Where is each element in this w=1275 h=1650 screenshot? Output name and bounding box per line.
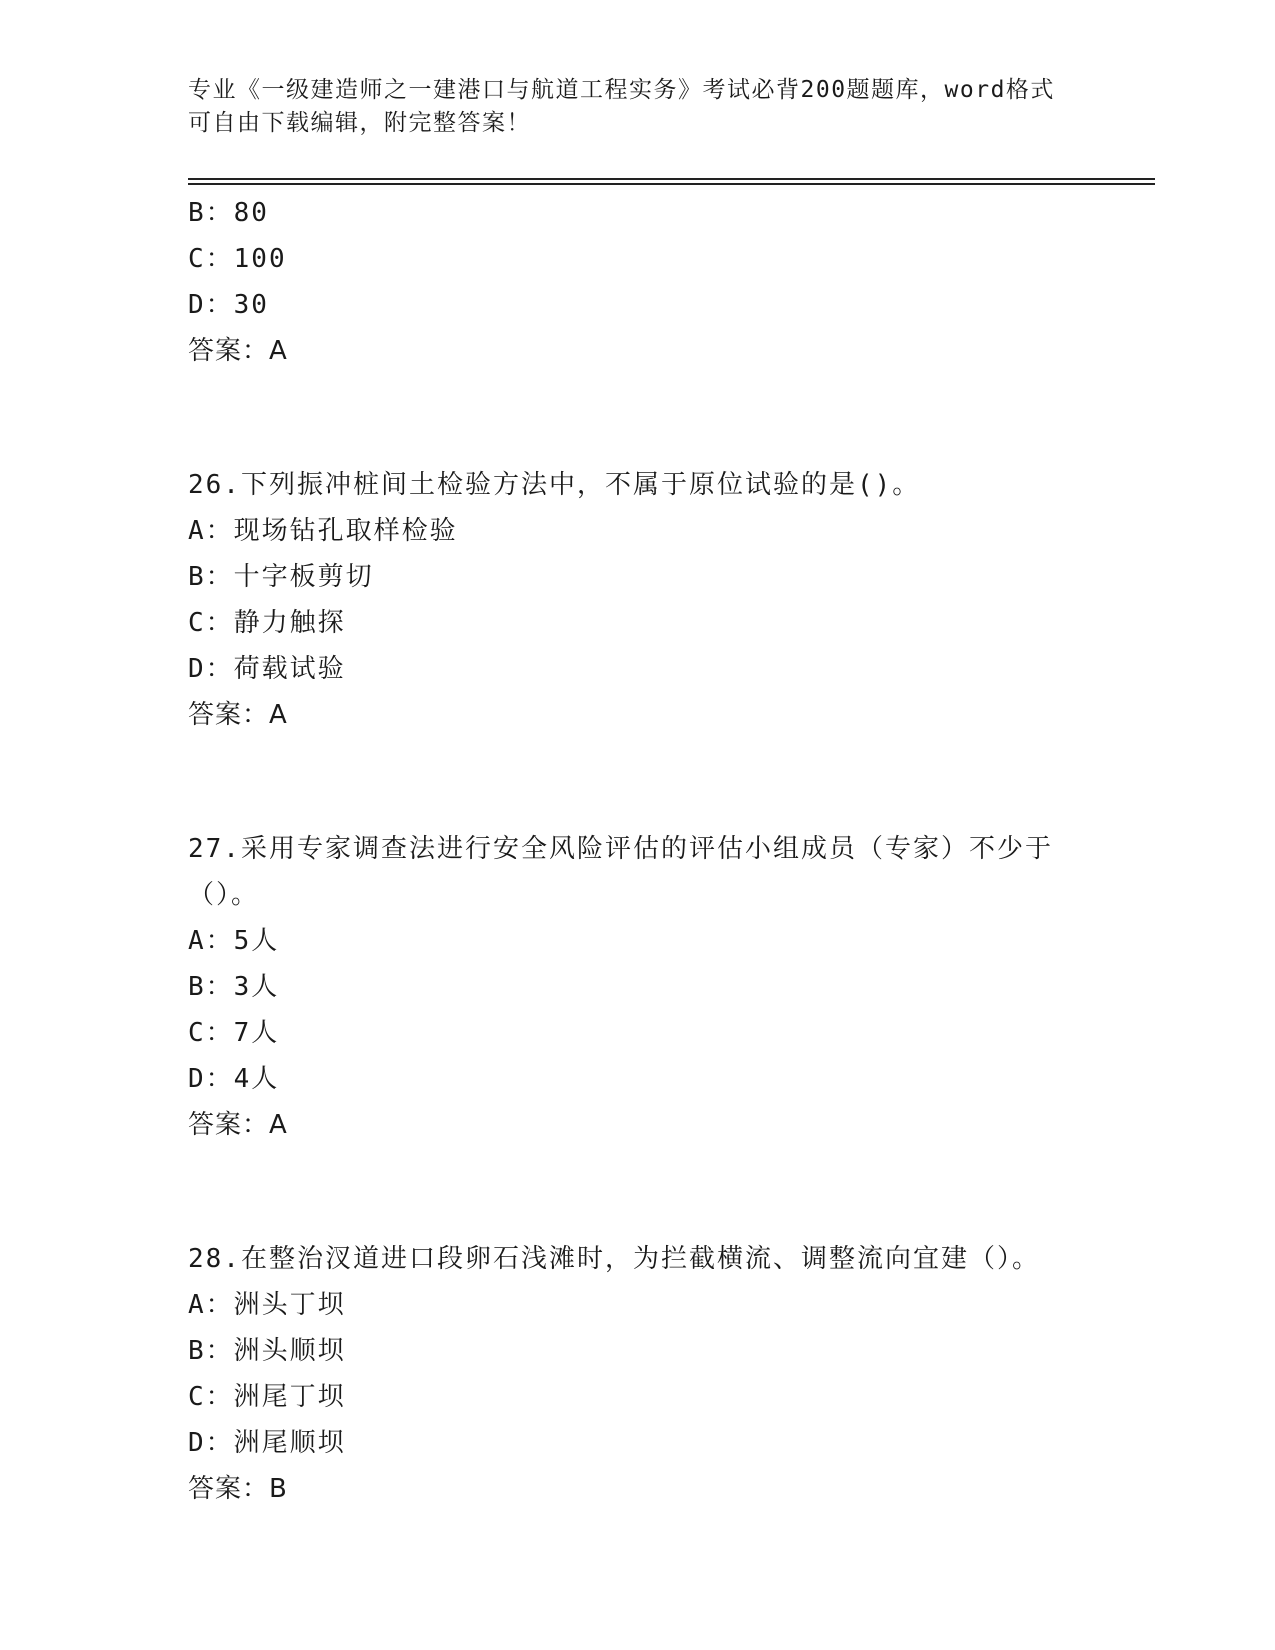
option-a: A：洲头丁坝 bbox=[188, 1290, 346, 1320]
question-text: 28.在整治汊道进口段卵石浅滩时，为拦截横流、调整流向宜建（）。 bbox=[188, 1244, 1040, 1274]
option-b: B：洲头顺坝 bbox=[188, 1336, 346, 1366]
option-c: C：静力触探 bbox=[188, 608, 346, 638]
option-b: B：3人 bbox=[188, 972, 280, 1002]
header-line-1: 专业《一级建造师之一建港口与航道工程实务》考试必背200题题库，word格式 bbox=[188, 77, 1055, 103]
answer-line: 答案：B bbox=[188, 1474, 288, 1504]
option-d: D：荷载试验 bbox=[188, 654, 346, 684]
option-c: C：7人 bbox=[188, 1018, 280, 1048]
question-block-26 bbox=[188, 462, 1088, 738]
question-text: 26.下列振冲桩间土检验方法中，不属于原位试验的是()。 bbox=[188, 470, 921, 500]
question-spacer bbox=[188, 1148, 1088, 1236]
option-c: C：洲尾丁坝 bbox=[188, 1382, 346, 1412]
option-a: A：5人 bbox=[188, 926, 280, 956]
option-c: C：100 bbox=[188, 244, 287, 274]
option-d: D：4人 bbox=[188, 1064, 280, 1094]
option-a: A：现场钻孔取样检验 bbox=[188, 516, 458, 546]
option-b: B：80 bbox=[188, 198, 269, 228]
answer-line: 答案：A bbox=[188, 336, 288, 366]
answer-line: 答案：A bbox=[188, 700, 288, 730]
option-b: B：十字板剪切 bbox=[188, 562, 374, 592]
question-text-line-2: （）。 bbox=[188, 880, 260, 910]
question-spacer bbox=[188, 374, 1088, 462]
document-header bbox=[188, 74, 1068, 140]
question-block-27 bbox=[188, 826, 1088, 1148]
header-divider-bottom bbox=[188, 183, 1155, 185]
option-d: D：30 bbox=[188, 290, 269, 320]
question-text-line-1: 27.采用专家调查法进行安全风险评估的评估小组成员（专家）不少于 bbox=[188, 834, 1053, 864]
option-d: D：洲尾顺坝 bbox=[188, 1428, 346, 1458]
question-list bbox=[188, 190, 1088, 1512]
header-line-2: 可自由下载编辑，附完整答案！ bbox=[188, 110, 531, 136]
question-block-28 bbox=[188, 1236, 1088, 1512]
question-spacer bbox=[188, 738, 1088, 826]
answer-line: 答案：A bbox=[188, 1110, 288, 1140]
header-divider-top bbox=[188, 178, 1155, 180]
question-block-25 bbox=[188, 190, 1088, 374]
